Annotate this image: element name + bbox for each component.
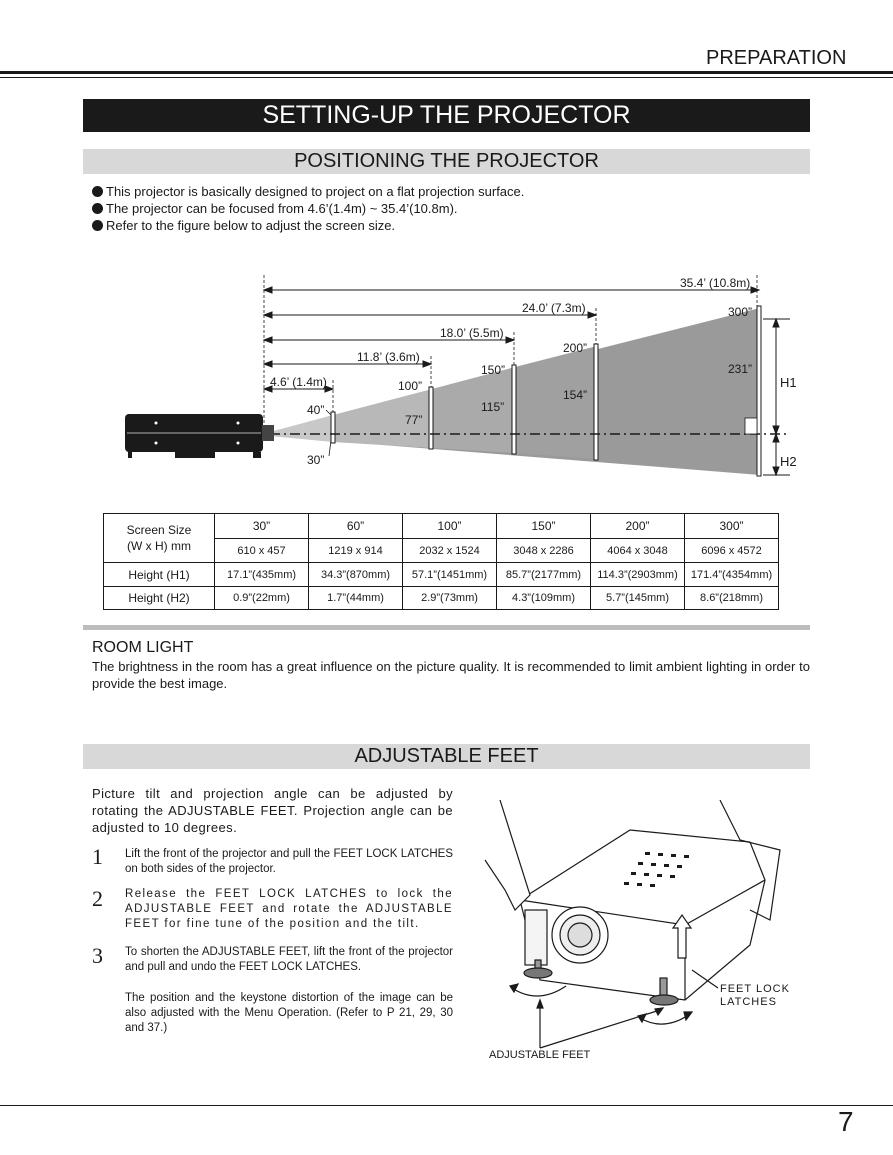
distance-label: 11.8’ (3.6m)	[357, 350, 420, 364]
bullet-text: Refer to the figure below to adjust the screen size.	[106, 218, 396, 233]
h2-cell: 2.9”(73mm)	[403, 587, 497, 610]
screen-size-label: 40”	[307, 403, 325, 417]
screen-size-table	[103, 513, 779, 610]
screen-size-label: 200”	[563, 341, 588, 355]
h1-cell: 57.1”(1451mm)	[403, 563, 497, 587]
row-header-screen	[104, 514, 215, 563]
room-light-heading: ROOM LIGHT	[92, 639, 194, 656]
bullet-dot-icon	[92, 186, 103, 197]
projector-side-icon	[125, 414, 274, 458]
screen-150	[512, 365, 516, 454]
size-cell: 300”	[685, 514, 779, 539]
h1-cell: 114.3”(2903mm)	[591, 563, 685, 587]
screen-height-label: 154”	[563, 388, 588, 402]
distance-label: 24.0’ (7.3m)	[522, 301, 586, 315]
step-text: To shorten the ADJUSTABLE FEET, lift the front of the projector and pull and undo the FEET LOCK LATCHES.	[125, 946, 453, 973]
table-row	[104, 514, 779, 539]
screen-size-label: 300”	[728, 305, 753, 319]
positioning-heading: POSITIONING THE PROJECTOR	[83, 149, 810, 174]
screen-height-label: 77”	[405, 413, 423, 427]
size-cell: 60”	[309, 514, 403, 539]
screen-height-label: 231”	[728, 362, 753, 376]
dims-cell: 6096 x 4572	[685, 539, 779, 563]
step-number: 2	[92, 886, 103, 911]
bullet-text: This projector is basically designed to project on a flat projection surface.	[106, 184, 525, 199]
bullet-item	[92, 217, 524, 234]
size-cell: 30”	[215, 514, 309, 539]
header-section-label: PREPARATION	[706, 47, 847, 69]
step-number: 3	[92, 943, 103, 968]
h1-cell: 85.7”(2177mm)	[497, 563, 591, 587]
screen-size-label: 150”	[481, 363, 506, 377]
feet-lock-latches-label	[720, 983, 790, 1009]
screen-200	[594, 344, 598, 460]
bullet-text: The projector can be focused from 4.6’(1.4m) ~ 35.4’(10.8m).	[106, 201, 458, 216]
dims-cell: 3048 x 2286	[497, 539, 591, 563]
dims-cell: 1219 x 914	[309, 539, 403, 563]
adjustable-feet-label: ADJUSTABLE FEET	[489, 1049, 591, 1061]
screen-size-label: 100”	[398, 379, 423, 393]
h1-cell: 34.3”(870mm)	[309, 563, 403, 587]
bullet-item	[92, 200, 524, 217]
step-number: 1	[92, 844, 103, 869]
dims-cell: 4064 x 3048	[591, 539, 685, 563]
h2-cell: 8.6”(218mm)	[685, 587, 779, 610]
h2-label: H2	[780, 454, 797, 469]
menu-note-text: The position and the keystone distortion of the image can be also adjusted with the Menu Operation. (Refer to P 21, 29, 30 and 37.)	[125, 992, 453, 1034]
screen-100	[429, 387, 433, 449]
row-header-h1: Height (H1)	[104, 563, 215, 587]
footer-rule	[0, 1105, 893, 1106]
distance-label: 4.6’ (1.4m)	[270, 375, 327, 389]
page-number: 7	[838, 1106, 854, 1137]
table-row	[104, 563, 779, 587]
screen-30	[331, 412, 335, 443]
size-cell: 200”	[591, 514, 685, 539]
bullet-item	[92, 183, 524, 200]
distance-label: 18.0’ (5.5m)	[440, 326, 504, 340]
step-text: Release the FEET LOCK LATCHES to lock the ADJUSTABLE FEET and rotate the ADJUSTABLE FEET for fine tune of the position and the tilt.	[125, 888, 453, 930]
bullet-dot-icon	[92, 220, 103, 231]
header-rule-thin	[0, 77, 893, 78]
positioning-bullets	[92, 183, 524, 234]
table-row	[104, 587, 779, 610]
page-title: SETTING-UP THE PROJECTOR	[83, 99, 810, 132]
row-header-screen-line1: Screen Size	[126, 523, 192, 537]
size-cell: 100”	[403, 514, 497, 539]
screen-300	[757, 306, 761, 476]
h2-cell: 4.3”(109mm)	[497, 587, 591, 610]
h1-label: H1	[780, 375, 797, 390]
dims-cell: 2032 x 1524	[403, 539, 497, 563]
projector-feet-illustration	[480, 800, 810, 1070]
size-cell: 150”	[497, 514, 591, 539]
screen-height-label: 115”	[481, 400, 505, 414]
feet-intro-text: Picture tilt and projection angle can be adjusted by rotating the ADJUSTABLE FEET. Projection angle can be adjusted to 10 degrees.	[92, 786, 453, 835]
h2-cell: 5.7”(145mm)	[591, 587, 685, 610]
h1-cell: 17.1”(435mm)	[215, 563, 309, 587]
bullet-dot-icon	[92, 203, 103, 214]
projection-cone-light-4	[515, 346, 597, 459]
h2-cell: 1.7”(44mm)	[309, 587, 403, 610]
screen-size-label: 30”	[307, 453, 325, 467]
step-text: Lift the front of the projector and pull the FEET LOCK LATCHES on both sides of the projector.	[125, 848, 453, 875]
room-light-rule	[83, 625, 810, 630]
feet-lock-label-line2: LATCHES	[720, 996, 777, 1008]
projection-distance-diagram	[0, 260, 893, 480]
room-light-text: The brightness in the room has a great influence on the picture quality. It is recommended to limit ambient lighting in order to provide the best image.	[92, 659, 810, 691]
h1-cell: 171.4”(4354mm)	[685, 563, 779, 587]
header-rule-thick	[0, 71, 893, 74]
distance-label: 35.4’ (10.8m)	[680, 276, 751, 290]
dims-cell: 610 x 457	[215, 539, 309, 563]
adjustable-feet-heading: ADJUSTABLE FEET	[83, 744, 810, 769]
projection-cone-light-1	[270, 415, 333, 442]
row-header-h2: Height (H2)	[104, 587, 215, 610]
row-header-screen-line2: (W x H) mm	[127, 539, 191, 553]
h2-cell: 0.9”(22mm)	[215, 587, 309, 610]
feet-lock-label-line1: FEET LOCK	[720, 983, 790, 995]
